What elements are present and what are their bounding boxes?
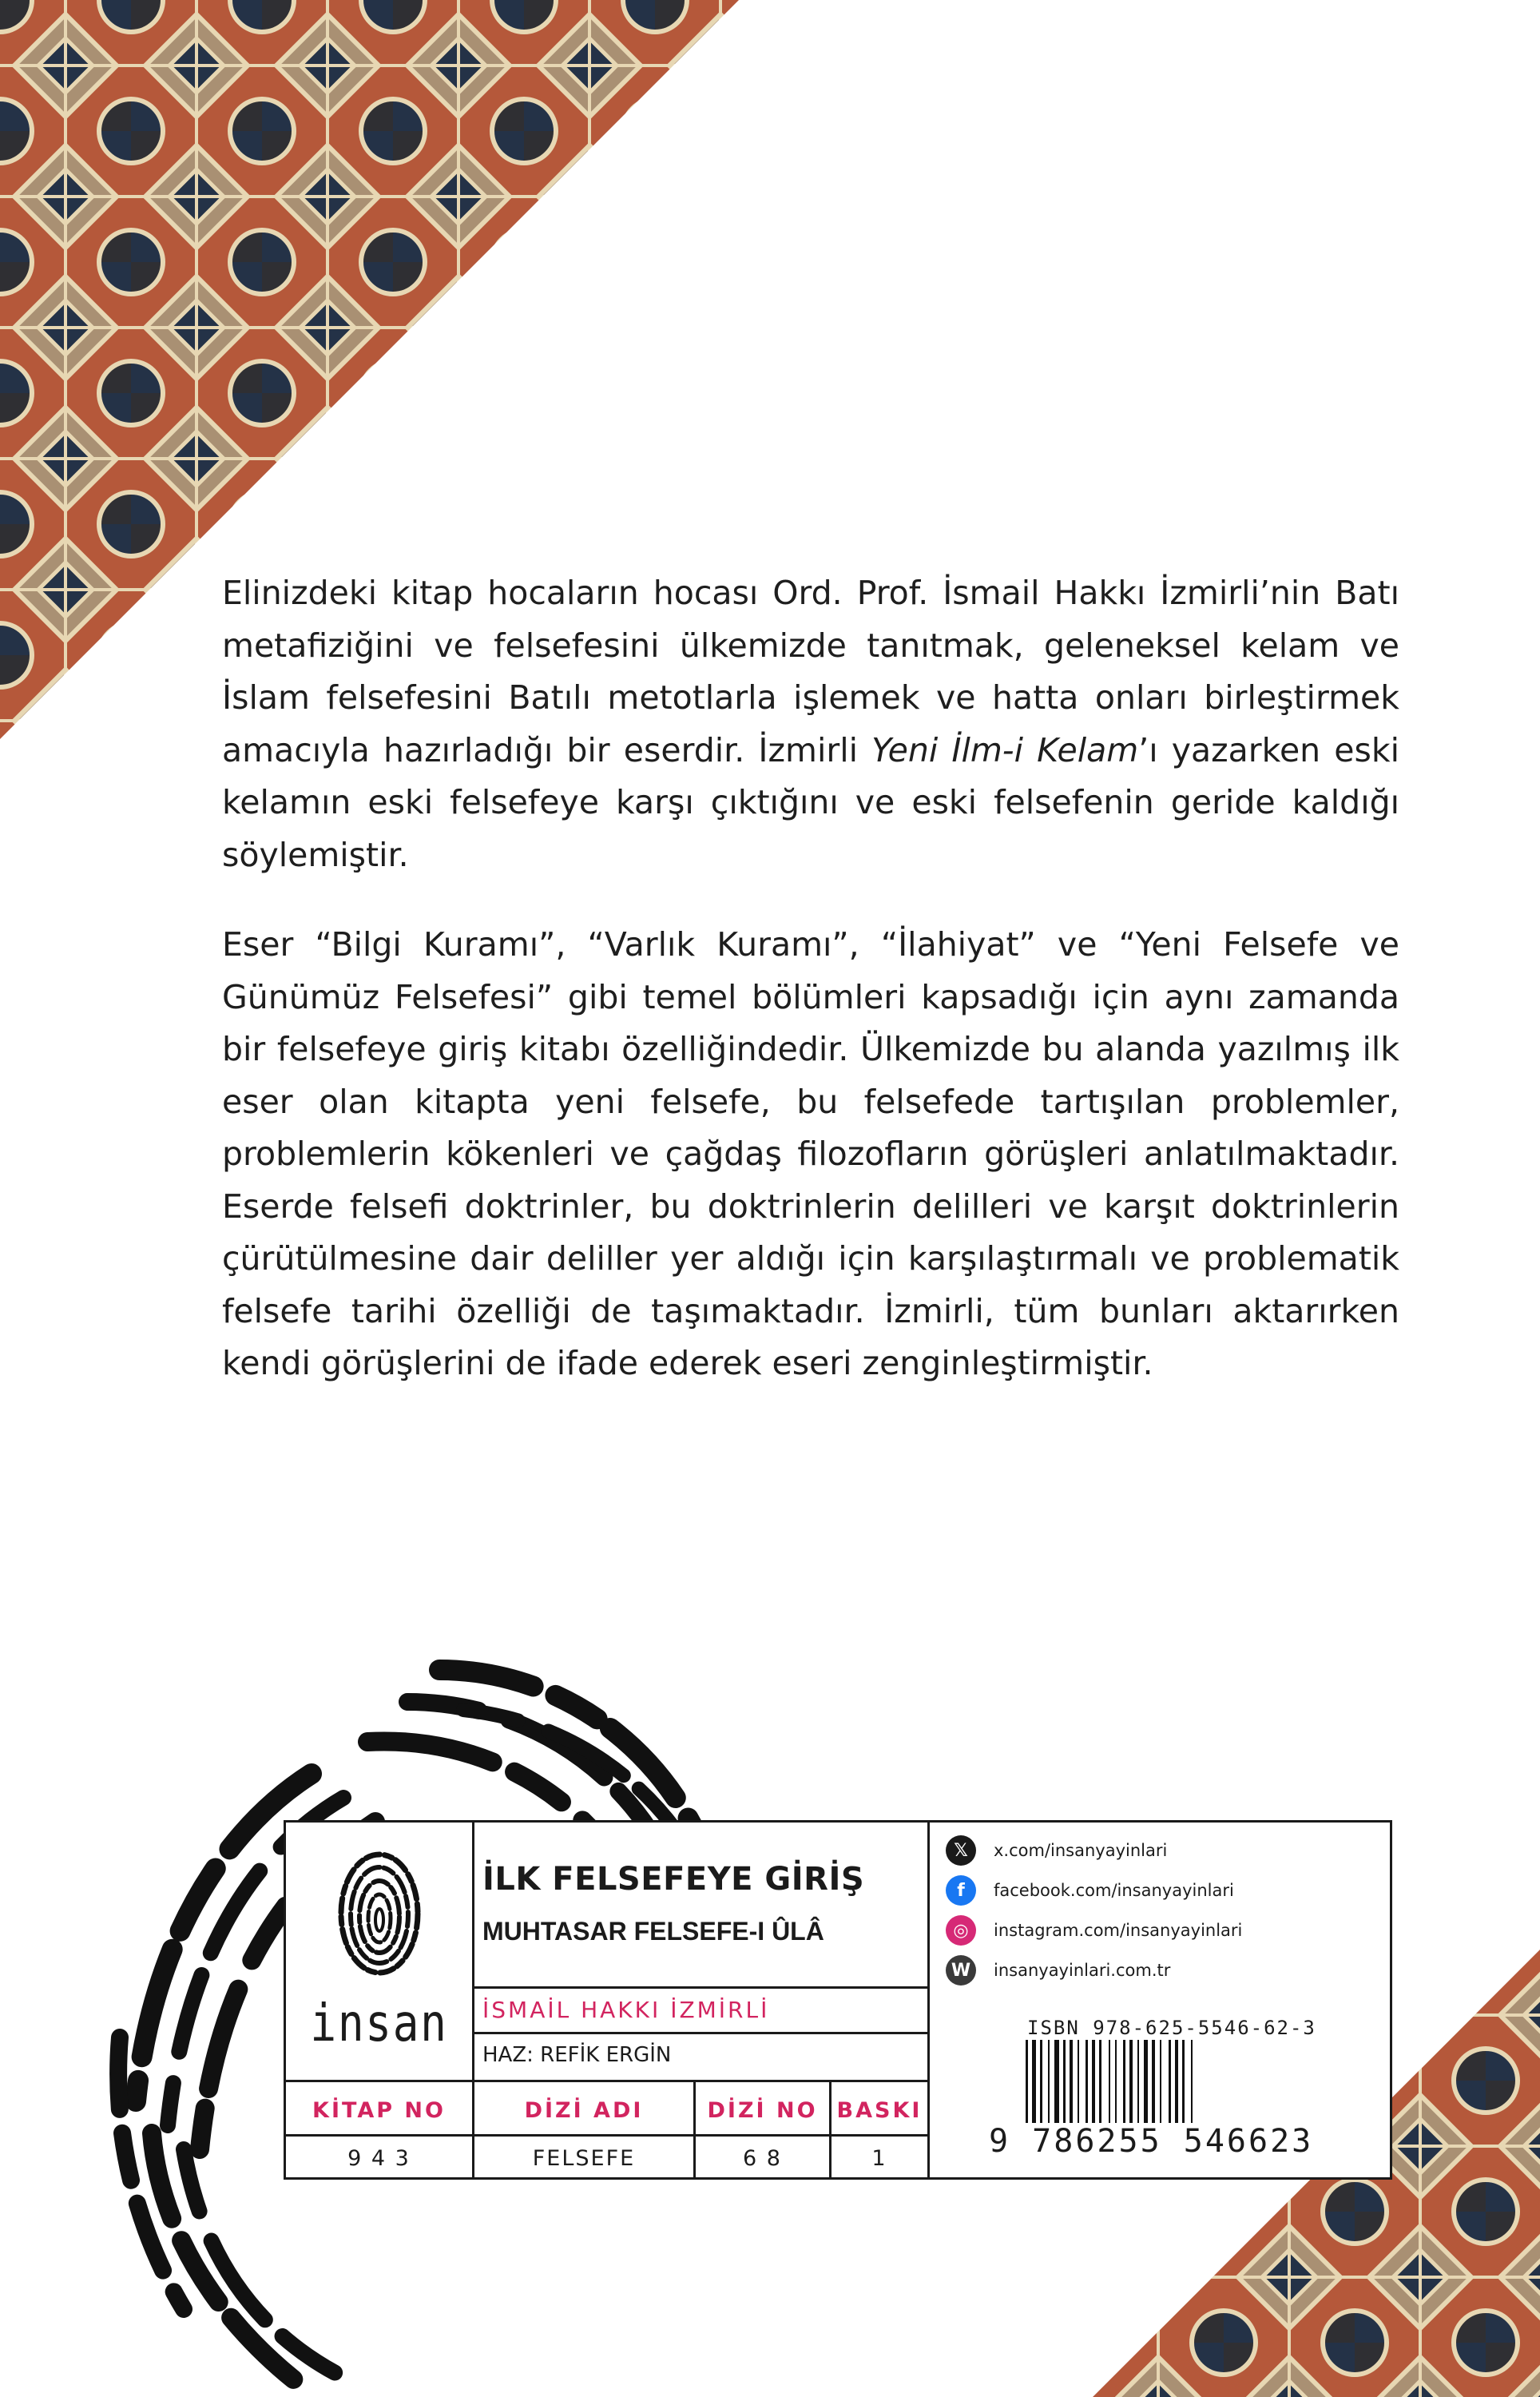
- value-dizi-adi: FELSEFE: [532, 2146, 636, 2171]
- header-dizi-adi: DİZİ ADI: [524, 2098, 644, 2123]
- value-dizi-no: 6 8: [743, 2146, 782, 2171]
- book-subtitle: MUHTASAR FELSEFE-I ÛLÂ: [482, 1917, 824, 1946]
- social-instagram-link[interactable]: instagram.com/insanyayinlari: [994, 1921, 1243, 1940]
- blurb-text-2: Eser “Bilgi Kuramı”, “Varlık Kuramı”, “İlahiyat” ve “Yeni Felsefe ve Günümüz Felsefesi” gibi temel bölümleri kapsadığı için aynı zamanda bir felsefeye giriş kitabı özelliğindedir. Ülkemizde bu alanda yazılmış ilk eser olan kitapta yeni felsefe, bu felsefede tartışılan problemler, problemlerin kökenleri ve çağdaş filozofların görüşleri anlatılmaktadır. Eserde felsefi doktrinler, bu doktrinlerin delilleri ve karşıt doktrinlerin çürütülmesine dair deliller yer aldığı için karşılaştırmalı ve problematik felsefe tarihi özelliği de taşımaktadır. İzmirli, tüm bunları aktarırken kendi görüşlerini de ifade ederek eseri zenginleştirmiştir.: [222, 925, 1399, 1382]
- barcode: [1022, 2040, 1294, 2126]
- web-icon: W: [946, 1955, 976, 1986]
- social-facebook[interactable]: [946, 1874, 1234, 1906]
- blurb-text-1b: ’ı yazarken eski kelamın eski felsefeye karşı çıktığını ve eski felsefenin geride kaldığı söylemiştir.: [222, 730, 1399, 874]
- social-x[interactable]: [946, 1835, 1167, 1866]
- editor-name: HAZ: REFİK ERGİN: [482, 2043, 672, 2067]
- book-info-box: [284, 1820, 1392, 2180]
- header-kitap-no: KİTAP NO: [312, 2098, 446, 2123]
- blurb-text-1a: Elinizdeki kitap hocaların hocası Ord. Prof. İsmail Hakkı İzmirli’nin Batı metafiziğini ve felsefesini ülkemizde tanıtmak, geleneksel kelam ve İslam felsefesini Batılı metotlarla işlemek ve hatta onları birleştirmek amacıyla hazırladığı bir eserdir. İzmirli: [222, 574, 1399, 769]
- x-icon: 𝕏: [946, 1835, 976, 1866]
- social-x-link[interactable]: x.com/insanyayinlari: [994, 1841, 1168, 1860]
- social-instagram[interactable]: [946, 1914, 1242, 1946]
- social-web-link[interactable]: insanyayinlari.com.tr: [994, 1961, 1171, 1980]
- publisher-name: insan: [310, 1994, 448, 2053]
- author-name: İSMAİL HAKKI İZMİRLİ: [482, 1997, 770, 2023]
- barcode-digits: 9 786255 546623: [989, 2123, 1314, 2160]
- facebook-icon: f: [946, 1875, 976, 1906]
- header-baski: BASKI: [836, 2098, 923, 2123]
- social-web[interactable]: [946, 1954, 1170, 1986]
- social-facebook-link[interactable]: facebook.com/insanyayinlari: [994, 1881, 1234, 1900]
- publisher-fingerprint-logo-icon: [335, 1848, 423, 1980]
- book-title: İLK FELSEFEYE GİRİŞ: [482, 1861, 865, 1898]
- header-dizi-no: DİZİ NO: [707, 2098, 818, 2123]
- isbn-label: ISBN 978-625-5546-62-3: [1027, 2017, 1316, 2039]
- value-baski: 1: [871, 2146, 887, 2171]
- instagram-icon: ◎: [946, 1915, 976, 1946]
- blurb-paragraph-1: [222, 567, 1399, 881]
- value-kitap-no: 9 4 3: [347, 2146, 411, 2171]
- blurb-book-title-italic: Yeni İlm-i Kelam: [871, 730, 1139, 769]
- blurb-paragraph-2: [222, 919, 1399, 1390]
